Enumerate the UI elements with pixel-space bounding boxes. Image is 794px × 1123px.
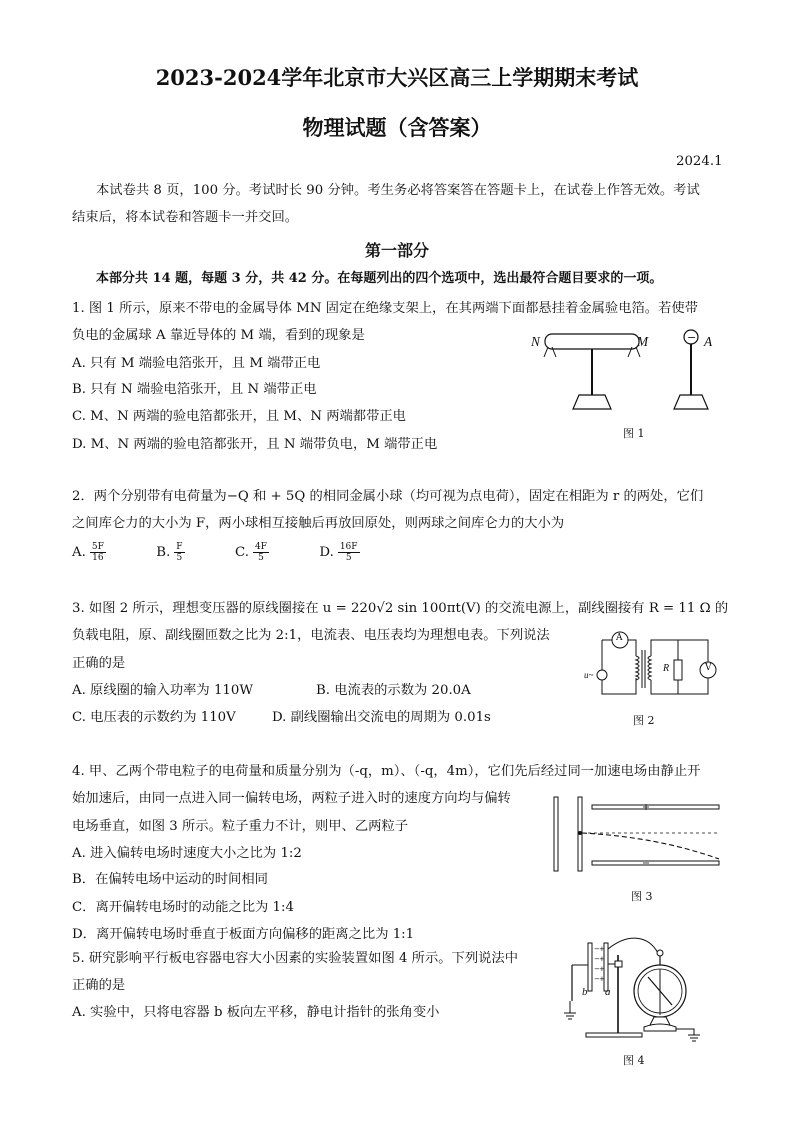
figure-2 (590, 628, 715, 706)
svg-text:+: + (599, 975, 605, 983)
q3-stem-line-2: 负载电阻，原、副线圈匝数之比为 2:1，电流表、电压表均为理想电表。下列说法 (72, 628, 550, 643)
q2-option-d[interactable]: D. $\frac{16F}{5}$ (319, 542, 358, 563)
q2-option-a[interactable]: A. $\frac{5F}{16}$ (72, 542, 104, 563)
q1-option-b[interactable]: B. 只有 N 端验电箔张开，且 N 端带正电 (72, 382, 317, 397)
q2-options (72, 542, 364, 563)
q3-option-d[interactable]: D. 副线圈输出交流电的周期为 0.01s (272, 710, 491, 725)
fig2-source-label: u~ (584, 670, 594, 680)
svg-text:+: + (599, 945, 605, 953)
q5-stem-line-1: 5. 研究影响平行板电容器电容大小因素的实验装置如图 4 所示。下列说法中 (72, 951, 519, 966)
fig2-ammeter-label: A (616, 633, 623, 643)
q2-option-b[interactable]: B. $\frac{F}{5}$ (156, 542, 183, 563)
q4-option-d[interactable]: D．离开偏转电场时垂直于板面方向偏移的距离之比为 1:1 (72, 927, 415, 942)
q3-option-a[interactable]: A. 原线圈的输入功率为 110W (72, 683, 254, 698)
q2-stem-line-1: 2．两个分别带有电荷量为−Q 和 + 5Q 的相同金属小球（均可视为点电荷），固定在相距为 r 的两处，它们 (72, 489, 704, 504)
fig4-caption: 图 4 (623, 1054, 645, 1067)
q4-option-b[interactable]: B．在偏转电场中运动的时间相同 (72, 872, 268, 887)
q4-stem-line-1: 4. 甲、乙两个带电粒子的电荷量和质量分别为（-q，m）、（-q，4m），它们先后经过同一加速电场由静止开 (72, 764, 701, 779)
fig2-voltmeter-label: V (705, 663, 712, 673)
q3-option-b[interactable]: B. 电流表的示数为 20.0A (316, 683, 471, 698)
q3-stem-line-1: 3. 如图 2 所示，理想变压器的原线圈接在 u = 220√2 sin 100πt(V) 的交流电源上，副线圈接有 R = 11 Ω 的 (72, 601, 729, 616)
q5-stem-line-2: 正确的是 (72, 978, 126, 993)
exam-title: 2023-2024学年北京市大兴区高三上学期期末考试 (155, 65, 639, 90)
intro-line-1: 本试卷共 8 页，100 分。考试时长 90 分钟。考生务必将答案答在答题卡上，在试卷上作答无效。考试 (96, 183, 700, 198)
q5-option-a[interactable]: A. 实验中，只将电容器 b 板向左平移，静电计指针的张角变小 (72, 1005, 440, 1020)
figure-3 (548, 795, 723, 875)
svg-text:+: + (599, 965, 605, 973)
intro-line-2: 结束后，将本试卷和答题卡一并交回。 (72, 210, 299, 225)
part-instructions: 本部分共 14 题，每题 3 分，共 42 分。在每题列出的四个选项中，选出最符合题目要求的一项。 (96, 271, 663, 286)
fig1-label-a: A (704, 334, 713, 349)
part-heading: 第一部分 (364, 241, 429, 260)
fig3-caption: 图 3 (631, 890, 653, 903)
fig4-label-a: a (605, 986, 611, 998)
q2-option-c[interactable]: C. $\frac{4F}{5}$ (235, 542, 267, 563)
svg-text:−: − (594, 945, 600, 953)
fig2-caption: 图 2 (633, 714, 655, 727)
fig1-caption: 图 1 (623, 427, 645, 440)
q1-stem-line-1: 1. 图 1 所示，原来不带电的金属导体 MN 固定在绝缘支架上，在其两端下面都悬挂着金属验电箔。若使带 (72, 301, 698, 316)
q2-c-fraction: $\frac{4F}{5}$ (254, 542, 267, 563)
fig4-label-b: b (582, 986, 588, 998)
exam-date: 2024.1 (676, 154, 723, 169)
q1-option-d[interactable]: D. M、N 两端的验电箔都张开，且 N 端带负电，M 端带正电 (72, 437, 438, 452)
q4-option-c[interactable]: C．离开偏转电场时的动能之比为 1:4 (72, 900, 294, 915)
q4-stem-line-2: 始加速后，由同一点进入同一偏转电场，两粒子进入时的速度方向均与偏转 (72, 791, 511, 806)
fig1-label-n: N (531, 334, 540, 349)
q4-stem-line-3: 电场垂直，如图 3 所示。粒子重力不计，则甲、乙两粒子 (72, 819, 409, 834)
svg-text:−: − (594, 955, 600, 963)
fig1-sphere-sign: − (687, 331, 697, 344)
q4-option-a[interactable]: A. 进入偏转电场时速度大小之比为 1:2 (72, 846, 302, 861)
fig2-resistor-label: R (663, 663, 670, 674)
q2-d-fraction: $\frac{16F}{5}$ (339, 542, 358, 563)
q3-stem-line-3: 正确的是 (72, 656, 126, 671)
q1-option-c[interactable]: C. M、N 两端的验电箔都张开，且 M、N 两端都带正电 (72, 409, 406, 424)
svg-text:+: + (599, 955, 605, 963)
exam-subtitle: 物理试题（含答案） (302, 115, 492, 140)
q2-stem-line-2: 之间库仑力的大小为 F，两小球相互接触后再放回原处，则两球之间库仑力的大小为 (72, 516, 565, 531)
svg-text:−: − (594, 975, 600, 983)
q2-a-fraction: $\frac{5F}{16}$ (91, 542, 104, 563)
svg-text:−: − (594, 965, 600, 973)
fig1-label-m: M (637, 334, 649, 349)
q2-b-fraction: $\frac{F}{5}$ (176, 542, 183, 563)
q3-option-c[interactable]: C. 电压表的示数约为 110V (72, 710, 236, 725)
q1-stem-line-2: 负电的金属球 A 靠近导体的 M 端，看到的现象是 (72, 328, 365, 343)
q1-option-a[interactable]: A. 只有 M 端验电箔张开，且 M 端带正电 (72, 356, 321, 371)
